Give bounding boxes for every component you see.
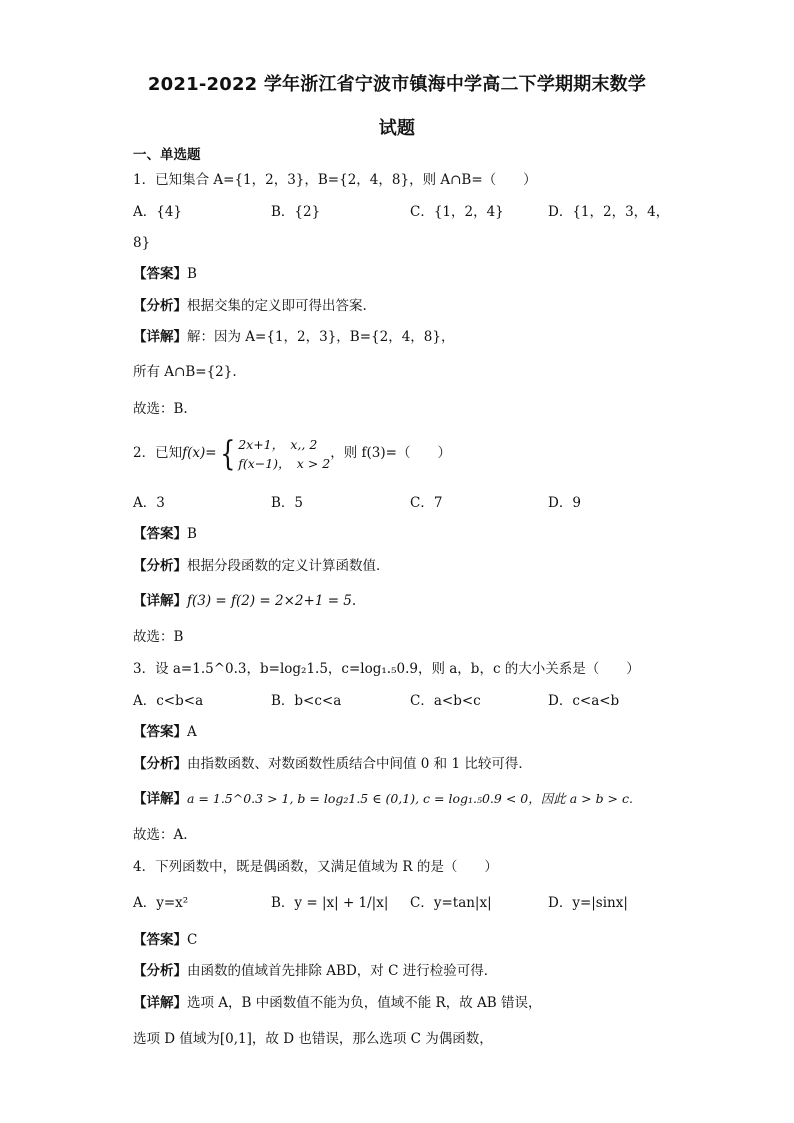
q1-analysis [133,297,367,315]
q2-stem-suffix: ，则 f(3)=（ ） [330,445,451,461]
q3-option-d: D．c<a<b [548,693,620,709]
q3-stem: 3．设 a=1.5^0.3，b=log₂1.5，c=log₁.₅0.9，则 a，b，c 的大小关系是（ ） [133,661,640,677]
answer-value: B [187,526,197,542]
q4-detail [133,994,541,1012]
q2-answer [133,525,197,543]
answer-value: C [187,932,198,948]
answer-tag: 【答案】 [133,724,187,740]
q4-option-b: B．y = |x| + 1/|x| [271,895,389,911]
q3-detail [133,790,633,808]
q3-answer [133,723,197,741]
q1-option-a: A．{4} [133,204,183,220]
q2-cases [238,435,330,473]
section-heading: 一、单选题 [133,147,201,163]
q4-analysis [133,962,497,980]
detail-tag: 【详解】 [133,329,187,345]
answer-tag: 【答案】 [133,526,187,542]
q2-fx: f(x)= [182,445,217,461]
q1-detail-2: 所有 A∩B={2}. [133,364,237,380]
q1-option-d-continued: 8} [133,235,151,251]
q1-option-d: D．{1，2，3，4， [548,204,670,220]
document-title-line2: 试题 [378,118,416,139]
q3-option-c: C．a<b<c [410,693,481,709]
document-title-line1: 2021-2022 学年浙江省宁波市镇海中学高二下学期期末数学 [147,74,647,95]
q1-detail [133,328,454,346]
detail-text: 选项 A，B 中函数值不能为负，值域不能 R，故 AB 错误， [187,995,542,1011]
q3-option-a: A．c<b<a [133,693,204,709]
q1-choose: 故选：B. [133,401,188,417]
answer-tag: 【答案】 [133,266,187,282]
q2-choose: 故选：B [133,629,184,645]
analysis-tag: 【分析】 [133,298,187,314]
q2-analysis [133,557,390,575]
analysis-text: 由指数函数、对数函数性质结合中间值 0 和 1 比较可得． [187,756,532,772]
q4-option-c: C．y=tan|x| [410,895,492,911]
q1-stem: 1．已知集合 A={1，2，3}，B={2，4，8}，则 A∩B=（ ） [133,172,537,188]
q3-option-b: B．b<c<a [271,693,342,709]
detail-text: a = 1.5^0.3 > 1, b = log₂1.5 ∈ (0,1), c = log₁.₅0.9 < 0，因此 a > b > c. [187,791,633,806]
q1-option-c: C．{1，2，4} [410,204,504,220]
q2-option-a: A．3 [133,495,165,511]
analysis-text: 由函数的值域首先排除 ABD，对 C 进行检验可得． [187,963,498,979]
detail-tag: 【详解】 [133,995,187,1011]
q4-stem: 4．下列函数中，既是偶函数，又满足值域为 R 的是（ ） [133,859,498,875]
analysis-tag: 【分析】 [133,963,187,979]
analysis-tag: 【分析】 [133,756,187,772]
q4-option-a: A．y=x² [133,895,189,911]
q3-analysis [133,755,532,773]
brace-symbol: { [219,433,235,474]
answer-value: A [187,724,197,740]
q2-stem [133,433,451,473]
analysis-tag: 【分析】 [133,558,187,574]
q1-answer [133,265,197,283]
q2-option-c: C．7 [410,495,443,511]
detail-tag: 【详解】 [133,791,187,807]
q2-detail [133,592,356,610]
analysis-text: 根据分段函数的定义计算函数值． [187,558,390,574]
q2-piecewise [217,435,331,473]
q4-answer [133,931,197,949]
q2-option-b: B．5 [271,495,304,511]
q3-choose: 故选：A. [133,827,188,843]
detail-text: f(3) = f(2) = 2×2+1 = 5. [187,593,357,609]
q2-option-d: D．9 [548,495,581,511]
q1-option-b: B．{2} [271,204,321,220]
q2-case-2: f(x−1)， x > 2 [238,455,331,471]
answer-value: B [187,266,197,282]
detail-text: 解：因为 A={1，2，3}，B={2，4，8}， [187,329,455,345]
answer-tag: 【答案】 [133,932,187,948]
q2-stem-prefix: 2．已知 [133,445,183,461]
q4-option-d: D．y=|sinx| [548,895,628,911]
detail-tag: 【详解】 [133,593,187,609]
q4-detail-2: 选项 D 值域为[0,1]，故 D 也错误，那么选项 C 为偶函数， [133,1031,493,1047]
analysis-text: 根据交集的定义即可得出答案. [187,298,367,314]
q2-case-1: 2x+1， x,, 2 [238,436,318,452]
